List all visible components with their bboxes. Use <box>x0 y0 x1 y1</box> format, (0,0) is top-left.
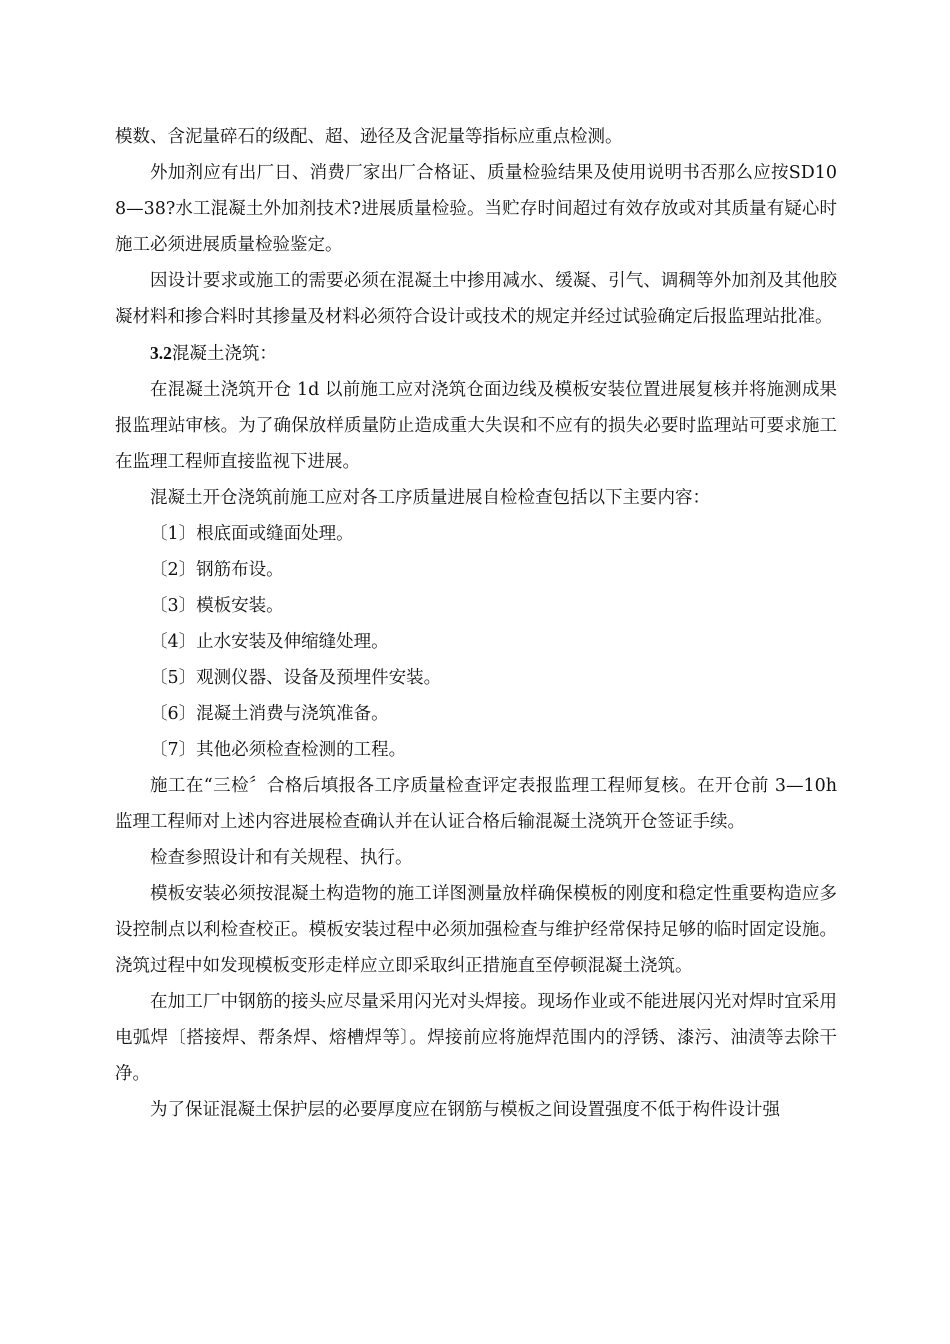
section-heading <box>115 335 837 372</box>
list-item: 〔3〕模板安装。 <box>150 596 284 616</box>
list-item: 〔1〕根底面或缝面处理。 <box>150 524 354 544</box>
paragraph-self-inspection: 混凝土开仓浇筑前施工应对各工序质量进展自检检查包括以下主要内容： <box>150 488 710 508</box>
list-item: 〔5〕观测仪器、设备及预埋件安装。 <box>150 668 442 688</box>
paragraph-admixture: 外加剂应有出厂日、消费厂家出厂合格证、质量检验结果及使用说明书否那么应按SD108—38?水工混凝土外加剂技术?进展质量检验。当贮存时间超过有效存放或对其质量有疑心时施工必须进展质量检验鉴定。 <box>115 163 837 255</box>
section-number: 3.2 <box>150 343 172 363</box>
paragraph-rebar-welding: 在加工厂中钢筋的接头应尽量采用闪光对头焊接。现场作业或不能进展闪光对焊时宜采用电弧焊〔搭接焊、帮条焊、熔槽焊等〕。焊接前应将施焊范围内的浮锈、漆污、油渍等去除干净。 <box>115 992 837 1084</box>
list-item: 〔4〕止水安装及伸缩缝处理。 <box>150 632 389 652</box>
paragraph-formwork: 模板安装必须按混凝土构造物的施工详图测量放样确保模板的刚度和稳定性重要构造应多设控制点以利检查校正。模板安装过程中必须加强检查与维护经常保持足够的临时固定设施。浇筑过程中如发现模板变形走样应立即采取纠正措施直至停顿混凝土浇筑。 <box>115 884 837 976</box>
list-item: 〔7〕其他必须检查检测的工程。 <box>150 740 407 760</box>
paragraph-pre-pour-check: 在混凝土浇筑开仓 1d 以前施工应对浇筑仓面边线及模板安装位置进展复核并将施测成果报监理站审核。为了确保放样质量防止造成重大失误和不应有的损失必要时监理站可要求施工在监理工程师直接监视下进展。 <box>115 380 837 472</box>
document-body <box>115 119 837 1128</box>
paragraph-additives: 因设计要求或施工的需要必须在混凝土中掺用减水、缓凝、引气、调稠等外加剂及其他胶凝材料和掺合料时其掺量及材料必须符合设计或技术的规定并经过试验确定后报监理站批准。 <box>115 271 837 327</box>
paragraph-continuation: 模数、含泥量碎石的级配、超、逊径及含泥量等指标应重点检测。 <box>115 127 623 147</box>
paragraph-three-checks: 施工在“三检〞合格后填报各工序质量检查评定表报监理工程师复核。在开仓前 3—10h 监理工程师对上述内容进展检查确认并在认证合格后输混凝土浇筑开仓签证手续。 <box>115 776 837 832</box>
list-item: 〔2〕钢筋布设。 <box>150 560 284 580</box>
paragraph-inspection-reference: 检查参照设计和有关规程、执行。 <box>150 848 413 868</box>
list-item: 〔6〕混凝土消费与浇筑准备。 <box>150 704 389 724</box>
section-title: 混凝土浇筑： <box>171 344 277 364</box>
paragraph-cover-layer: 为了保证混凝土保护层的必要厚度应在钢筋与模板之间设置强度不低于构件设计强 <box>150 1100 780 1120</box>
